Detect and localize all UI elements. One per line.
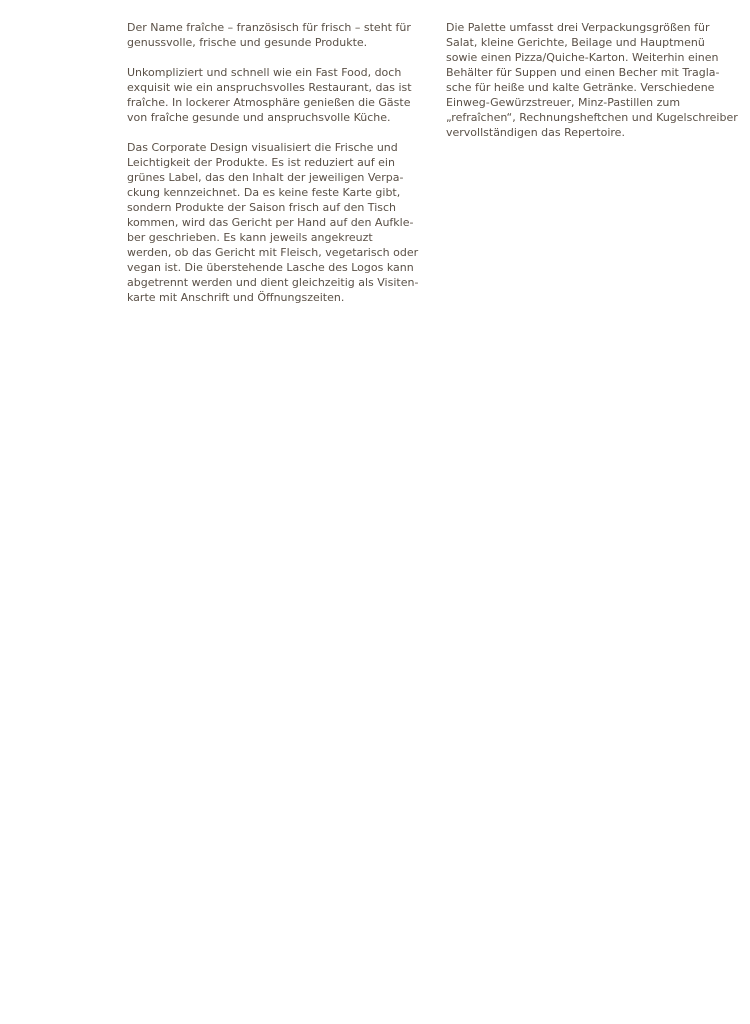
text-line: von fraîche gesunde und anspruchsvolle Küche. [127, 111, 391, 124]
text-line: werden, ob das Gericht mit Fleisch, vegetarisch oder [127, 246, 419, 259]
text-line: Einweg-Gewürzstreuer, Minz-Pastillen zum [446, 96, 681, 109]
text-line: ber geschrieben. Es kann jeweils angekreuzt [127, 231, 373, 244]
text-line: grünes Label, das den Inhalt der jeweiligen Verpa- [127, 171, 404, 184]
text-line: exquisit wie ein anspruchsvolles Restaurant, das ist [127, 81, 412, 94]
paragraph-corporate-design [127, 140, 427, 305]
paragraph-packaging-range [446, 20, 750, 140]
text-line: fraîche. In lockerer Atmosphäre genießen die Gäste [127, 96, 411, 109]
text-line: karte mit Anschrift und Öffnungszeiten. [127, 291, 345, 304]
text-line: Das Corporate Design visualisiert die Frische und [127, 141, 398, 154]
text-line: kommen, wird das Gericht per Hand auf den Aufkle- [127, 216, 414, 229]
text-line: Die Palette umfasst drei Verpackungsgrößen für [446, 21, 710, 34]
text-line: Unkompliziert und schnell wie ein Fast Food, doch [127, 66, 402, 79]
text-line: Der Name fraîche – französisch für frisch – steht für [127, 21, 411, 34]
text-line: abgetrennt werden und dient gleichzeitig als Visiten- [127, 276, 419, 289]
paragraph-name-intro [127, 20, 427, 50]
left-text-column [127, 20, 427, 320]
text-line: genussvolle, frische und gesunde Produkte. [127, 36, 368, 49]
text-line: Behälter für Suppen und einen Becher mit Tragla- [446, 66, 720, 79]
text-line: Leichtigkeit der Produkte. Es ist reduziert auf ein [127, 156, 395, 169]
text-line: vervollständigen das Repertoire. [446, 126, 625, 139]
text-line: ckung kennzeichnet. Da es keine feste Karte gibt, [127, 186, 401, 199]
paragraph-concept [127, 65, 427, 125]
text-line: sche für heiße und kalte Getränke. Verschiedene [446, 81, 715, 94]
text-line: sondern Produkte der Saison frisch auf den Tisch [127, 201, 396, 214]
text-line: vegan ist. Die überstehende Lasche des Logos kann [127, 261, 414, 274]
text-line: Salat, kleine Gerichte, Beilage und Hauptmenü [446, 36, 705, 49]
right-text-column [446, 20, 750, 155]
text-line: „refraîchen“, Rechnungsheftchen und Kugelschreiber [446, 111, 738, 124]
text-line: sowie einen Pizza/Quiche-Karton. Weiterhin einen [446, 51, 719, 64]
